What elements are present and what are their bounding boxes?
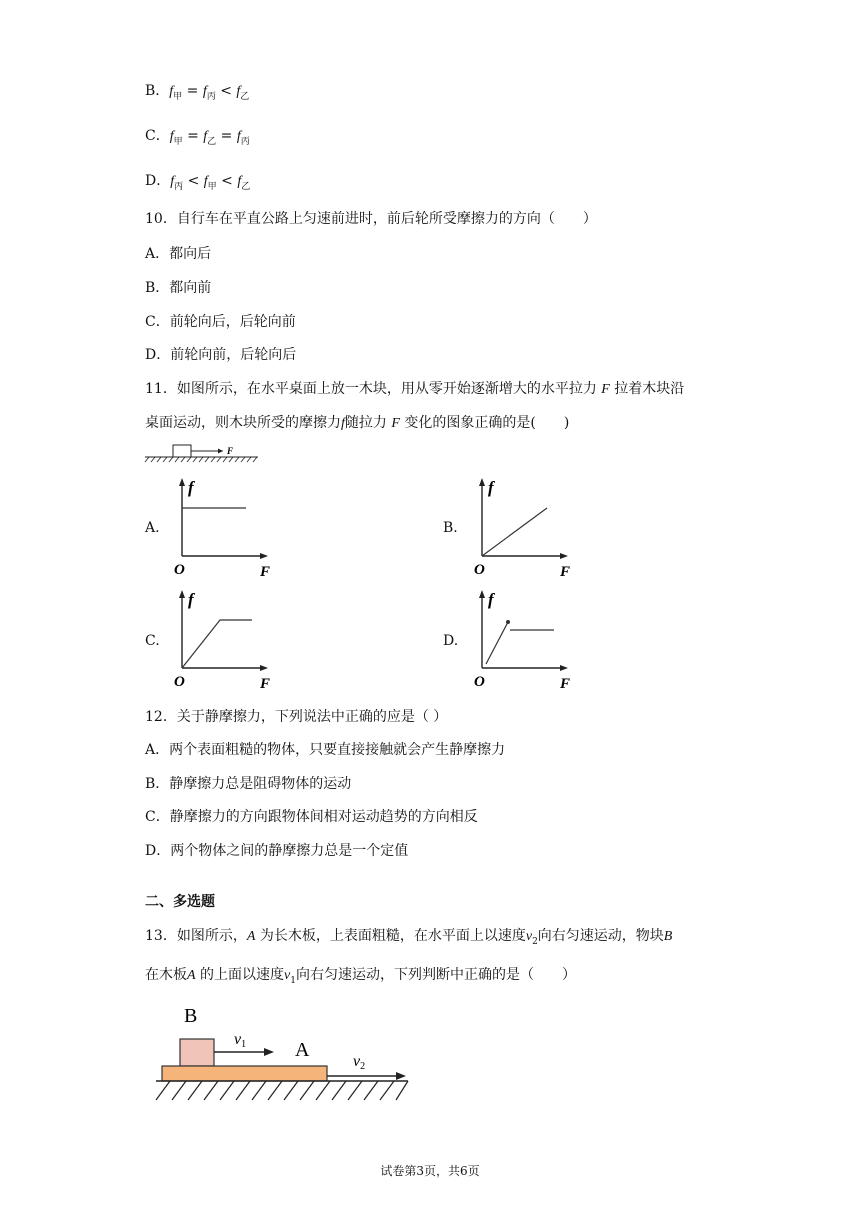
q13-figure [150,1000,420,1110]
pull-force-label: F [227,446,234,456]
q11-option-a-label: A. [145,520,160,536]
q12-option-b: B．静摩擦力总是阻碍物体的运动 [145,776,352,792]
x-axis-label: F [260,564,271,580]
q11-option-d-label: D. [443,633,459,649]
wood-block [173,445,191,457]
x-axis-label: F [560,564,571,580]
block-b-label: B [184,1005,198,1027]
q13-stem-line1: 13．如图所示，A 为长木板，上表面粗糙，在水平面上以速度$v_2$向右匀速运动，物块B [145,928,673,947]
q10-option-d: D．前轮向前，后轮向后 [145,347,297,363]
q11-graph-d [470,588,580,692]
q11-stem-line2: 桌面运动，则木块所受的摩擦力f随拉力 F 变化的图象正确的是( ) [145,415,570,431]
y-axis-label: f [188,590,194,609]
q9-option-c: C．$f_甲 = f_乙 = f_丙$ [145,128,250,147]
friction-curve [482,508,547,556]
q12-option-d: D．两个物体之间的静摩擦力总是一个定值 [145,843,409,859]
v2-label: v2 [353,1053,366,1072]
q11-option-b-label: B. [443,520,458,536]
q9-option-b: B．$f_甲 = f_丙 < f_乙$ [145,83,250,102]
x-axis-label: F [260,676,271,692]
q10-option-a: A．都向后 [145,246,212,262]
board-a [162,1066,327,1081]
board-a-label: A [295,1039,310,1061]
section-title-multi-choice: 二、多选题 [145,894,215,910]
q9-option-d: D．$f_丙 < f_甲 < f_乙$ [145,173,251,192]
q12-stem: 12．关于静摩擦力，下列说法中正确的应是（ ） [145,709,448,725]
origin-label: O [474,562,485,578]
q11-graph-c [170,588,280,692]
q11-graph-a [170,476,280,580]
q12-option-c: C．静摩擦力的方向跟物体间相对运动趋势的方向相反 [145,809,478,825]
q10-option-c: C．前轮向后，后轮向前 [145,314,296,330]
q10-option-b: B．都向前 [145,280,212,296]
block-b [180,1039,214,1066]
friction-curve-rise [486,622,508,664]
x-axis-label: F [560,676,571,692]
q11-graph-b [470,476,580,580]
friction-curve [182,620,252,668]
q12-option-a: A．两个表面粗糙的物体，只要直接接触就会产生静摩擦力 [145,742,506,758]
q11-option-c-label: C. [145,633,160,649]
y-axis-label: f [488,478,494,497]
origin-label: O [174,674,185,690]
q11-setup-figure [143,442,263,466]
q10-stem: 10．自行车在平直公路上匀速前进时，前后轮所受摩擦力的方向（ ） [145,211,597,227]
q11-stem-line1: 11．如图所示，在水平桌面上放一木块，用从零开始逐渐增大的水平拉力 F 拉着木块沿 [145,381,685,397]
page-footer: 试卷第3页，共6页 [380,1164,480,1178]
v1-label: v1 [234,1031,247,1050]
origin-label: O [474,674,485,690]
q13-stem-line2: 在木板A 的上面以速度$v_1$向右匀速运动，下列判断中正确的是（ ） [145,967,576,986]
y-axis-label: f [488,590,494,609]
y-axis-label: f [188,478,194,497]
origin-label: O [174,562,185,578]
